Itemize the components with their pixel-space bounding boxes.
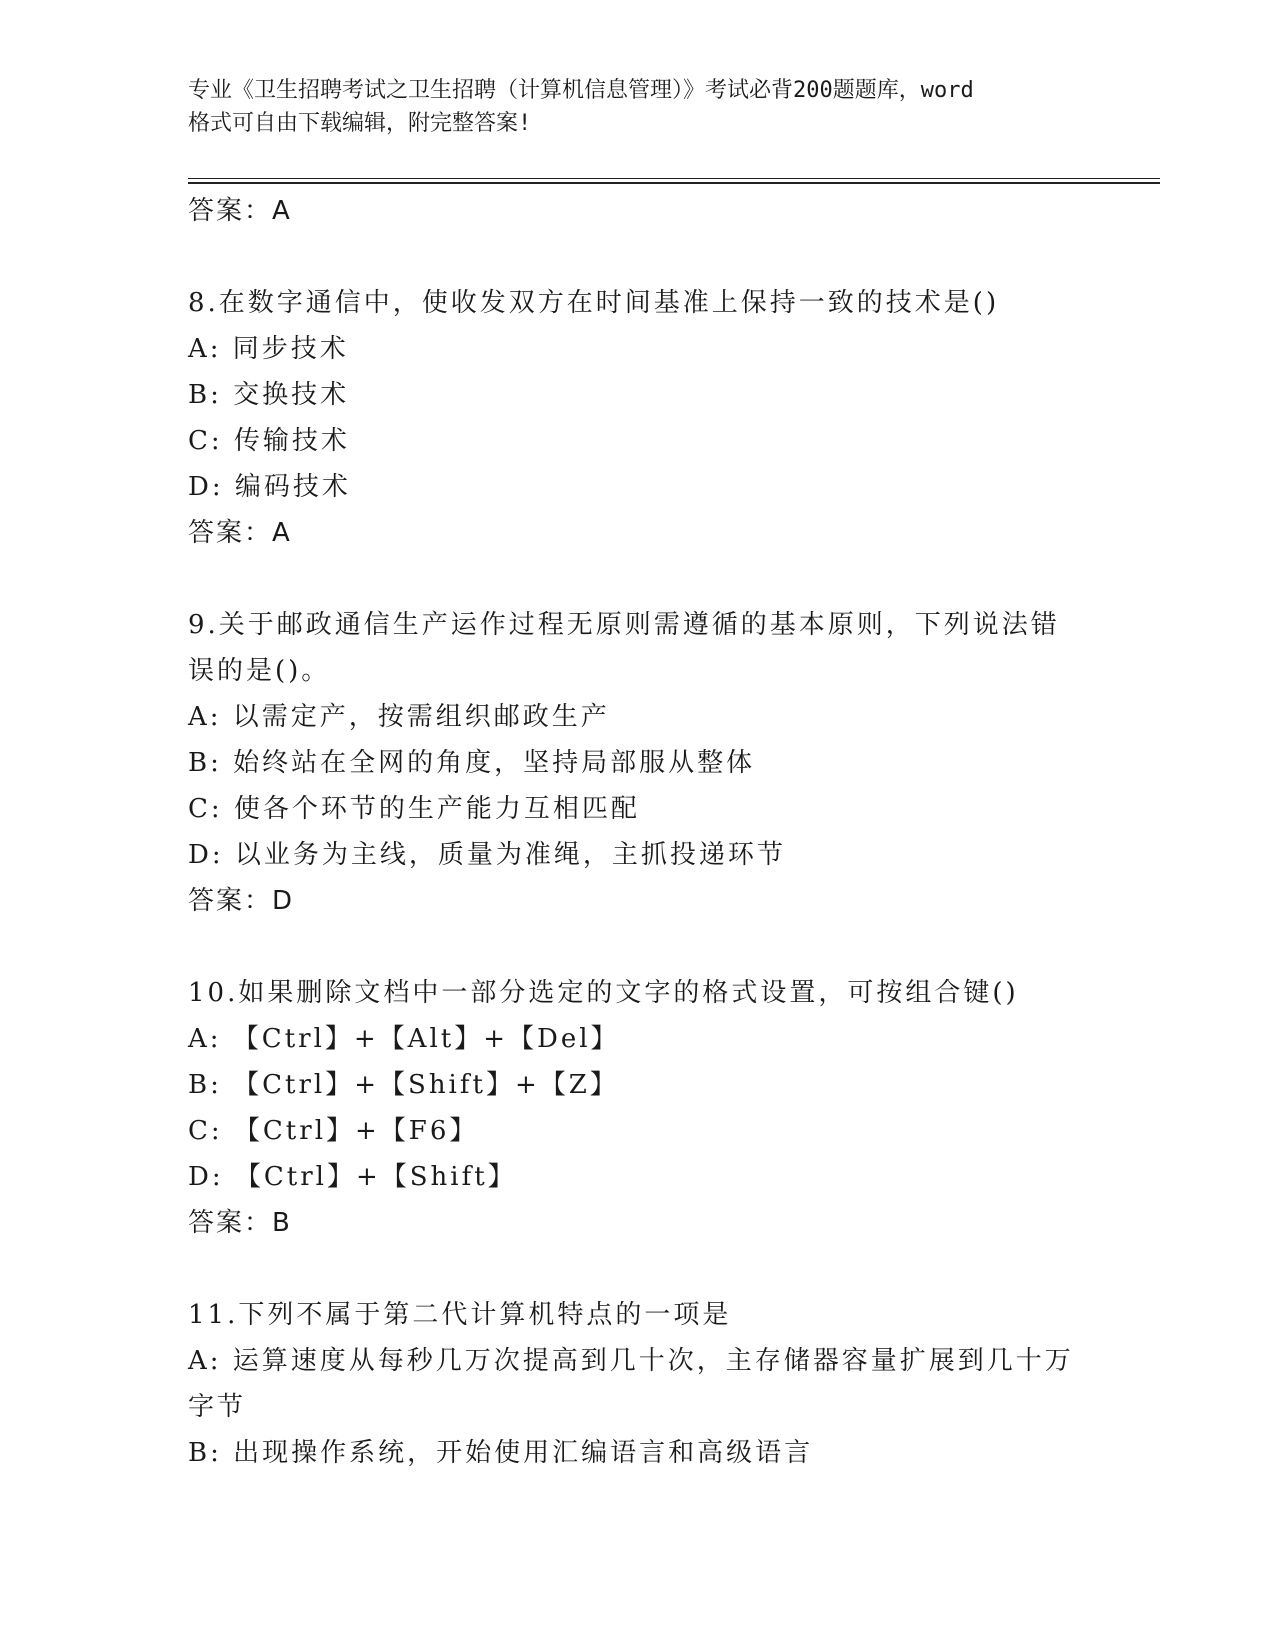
answer-line: 答案：D <box>188 886 295 916</box>
option-d: D: 编码技术 <box>188 472 351 502</box>
question-10 <box>188 970 1088 1246</box>
document-body <box>188 188 1088 1476</box>
question-stem-line-1: 9.关于邮政通信生产运作过程无原则需遵循的基本原则，下列说法错 <box>188 610 1060 640</box>
option-c: C: 【Ctrl】+【F6】 <box>188 1116 479 1146</box>
question-stem: 8.在数字通信中，使收发双方在时间基准上保持一致的技术是() <box>188 288 1000 318</box>
question-stem: 11.下列不属于第二代计算机特点的一项是 <box>188 1300 732 1330</box>
question-stem-line-2: 误的是()。 <box>188 656 331 686</box>
option-b: B: 出现操作系统，开始使用汇编语言和高级语言 <box>188 1438 814 1468</box>
option-a: A: 同步技术 <box>188 334 349 364</box>
option-a-line-1: A: 运算速度从每秒几万次提高到几十次，主存储器容量扩展到几十万 <box>188 1346 1074 1376</box>
option-b: B: 交换技术 <box>188 380 350 410</box>
option-b: B: 【Ctrl】+【Shift】+【Z】 <box>188 1070 619 1100</box>
question-9 <box>188 602 1088 924</box>
option-b: B: 始终站在全网的角度，坚持局部服从整体 <box>188 748 756 778</box>
option-a: A: 【Ctrl】+【Alt】+【Del】 <box>188 1024 620 1054</box>
header-line-2: 格式可自由下载编辑，附完整答案! <box>188 111 532 136</box>
header-rule-thick <box>188 182 1160 184</box>
answer-line: 答案：A <box>188 518 292 548</box>
question-8 <box>188 280 1088 556</box>
document-header <box>188 74 1088 140</box>
option-c: C: 使各个环节的生产能力互相匹配 <box>188 794 640 824</box>
header-line-1: 专业《卫生招聘考试之卫生招聘（计算机信息管理）》考试必背200题题库，word <box>188 78 974 103</box>
answer-line: 答案：A <box>188 196 292 226</box>
option-c: C: 传输技术 <box>188 426 350 456</box>
question-11 <box>188 1292 1088 1476</box>
option-d: D: 【Ctrl】+【Shift】 <box>188 1162 517 1192</box>
question-stem: 10.如果删除文档中一部分选定的文字的格式设置，可按组合键() <box>188 978 1019 1008</box>
header-rule-thin <box>188 178 1160 179</box>
option-a-line-2: 字节 <box>188 1392 247 1422</box>
option-a: A: 以需定产，按需组织邮政生产 <box>188 702 610 732</box>
option-d: D: 以业务为主线，质量为准绳，主抓投递环节 <box>188 840 786 870</box>
answer-line: 答案：B <box>188 1208 292 1238</box>
